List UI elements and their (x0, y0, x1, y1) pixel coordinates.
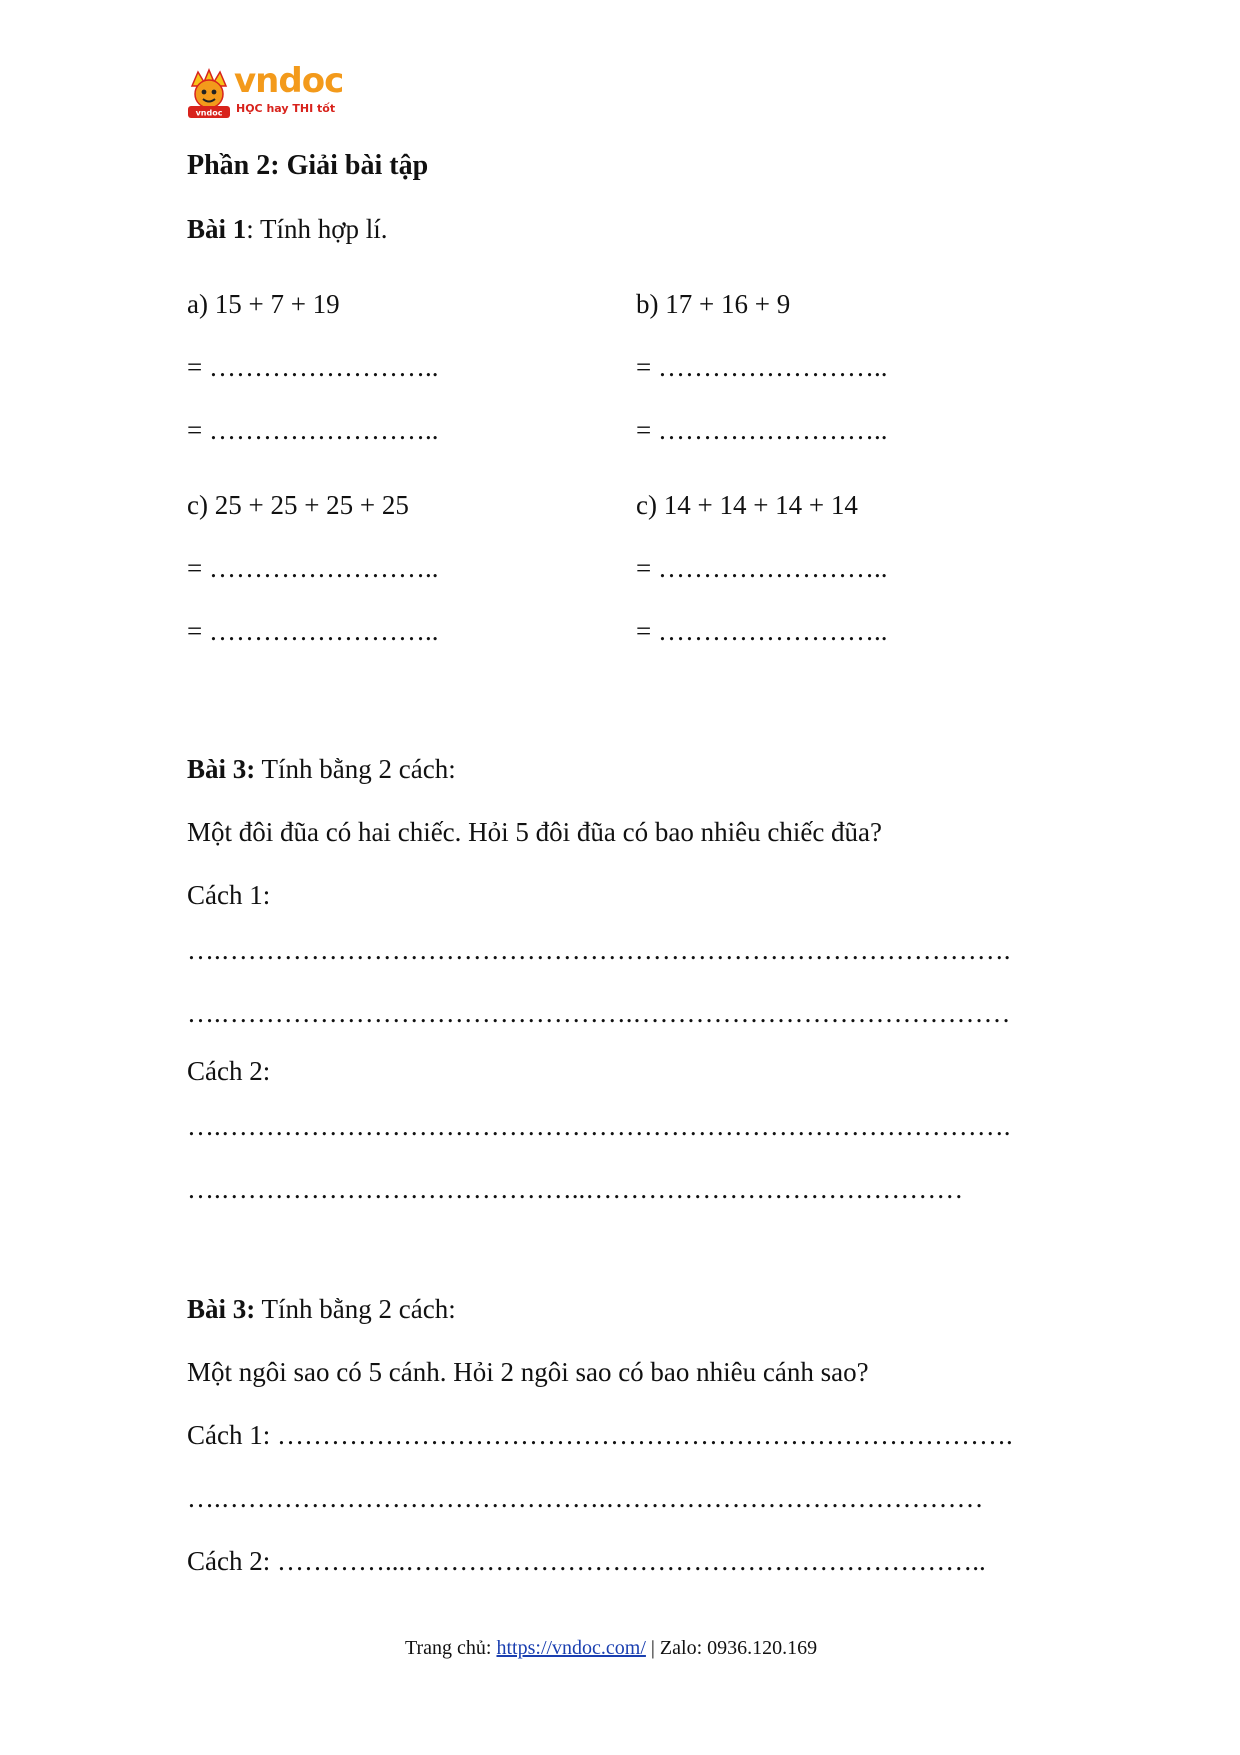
problem-a-expression: a) 15 + 7 + 19 (187, 289, 340, 319)
page-footer (405, 1636, 817, 1660)
bai3a-heading (187, 753, 456, 785)
mascot-icon (186, 68, 232, 120)
problem-a-answer-line-2: = …………………….. (187, 415, 439, 445)
problem-c2-answer-line-2: = …………………….. (636, 616, 888, 646)
bai3a-cach2-label: Cách 2: (187, 1056, 271, 1086)
problem-b-answer-line-2: = …………………….. (636, 415, 888, 445)
problem-b-expression: b) 17 + 16 + 9 (636, 289, 791, 319)
bai3b-title: Tính bằng 2 cách: (255, 1294, 456, 1324)
bai3a-label: Bài 3: (187, 754, 256, 784)
bai3b-label: Bài 3: (187, 1294, 256, 1324)
problem-c1-answer-line-1: = …………………….. (187, 553, 439, 583)
footer-home-link[interactable]: https://vndoc.com/ (496, 1637, 646, 1659)
problem-a-answer-line-1: = …………………….. (187, 352, 439, 382)
bai3a-title: Tính bằng 2 cách: (255, 754, 456, 784)
problem-c1-answer-line-2: = …………………….. (187, 616, 439, 646)
vndoc-logo (186, 61, 346, 122)
bai3b-cach1-line-2: ….…………………………………….…………………………………… (187, 1483, 984, 1513)
bai1-title: : Tính hợp lí. (246, 214, 388, 244)
logo-badge: vndoc (195, 108, 223, 118)
bai3a-cach2-line-2: ….…………………………………..…………………………………… (187, 1174, 964, 1204)
bai3a-cach1-line-1: ….……………………………………………………………………………. (187, 935, 1011, 965)
problem-b-answer-line-1: = …………………….. (636, 352, 888, 382)
footer-suffix: | Zalo: 0936.120.169 (645, 1637, 818, 1659)
logo-tagline: HỌC hay THI tốt (236, 102, 336, 115)
bai3b-cach1-line: Cách 1: ………………………………………………………………………. (187, 1420, 1013, 1450)
bai1-heading (187, 213, 388, 245)
problem-c1-expression: c) 25 + 25 + 25 + 25 (187, 490, 409, 520)
bai3b-cach2-line: Cách 2: …………...……………………………………………………….. (187, 1546, 986, 1576)
bai1-label: Bài 1 (187, 214, 247, 244)
bai3b-question: Một ngôi sao có 5 cánh. Hỏi 2 ngôi sao có bao nhiêu cánh sao? (187, 1357, 869, 1387)
bai3a-cach1-label: Cách 1: (187, 880, 271, 910)
problem-c2-expression: c) 14 + 14 + 14 + 14 (636, 490, 858, 520)
bai3a-cach1-line-2: ….……………………………………….…………………………………… (187, 998, 1011, 1028)
problem-c2-answer-line-1: = …………………….. (636, 553, 888, 583)
section-heading: Phần 2: Giải bài tập (187, 150, 429, 181)
logo-wordmark: vndoc (234, 61, 344, 101)
bai3a-cach2-line-1: ….……………………………………………………………………………. (187, 1111, 1011, 1141)
bai3a-question: Một đôi đũa có hai chiếc. Hỏi 5 đôi đũa có bao nhiêu chiếc đũa? (187, 817, 883, 847)
bai3b-heading (187, 1293, 456, 1325)
footer-prefix: Trang chủ: (405, 1637, 497, 1659)
